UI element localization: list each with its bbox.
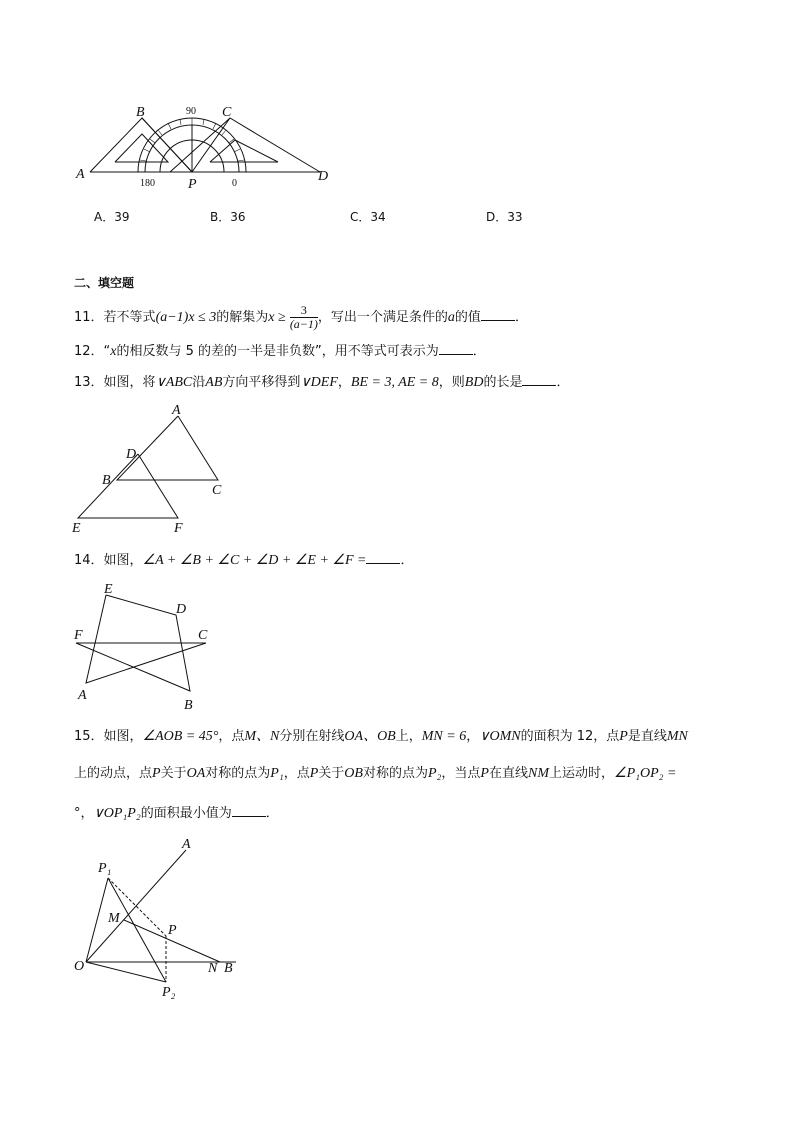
label-180: 180: [140, 178, 155, 189]
option-d: D．33: [486, 210, 523, 224]
question-11: 11．若不等式(a−1)x ≤ 3的解集为x ≥ $\frac{3}{(a-1)}$ ，写出一个满足条件的a的值 ．: [74, 303, 528, 331]
label-E: E: [72, 521, 81, 536]
section-title: 二、填空题: [74, 276, 135, 290]
question-12: 12．“x的相反数与 5 的差的一半是非负数”，用不等式可表示为 ．: [74, 344, 486, 359]
question-15-line-3: °，∨OP₁P₂的面积最小值为 ．: [74, 806, 279, 821]
option-c: C．34: [350, 210, 386, 224]
answer-blank[interactable]: [439, 342, 473, 355]
label-C: C: [212, 483, 222, 498]
label-F: F: [74, 628, 83, 643]
star-figure: [70, 575, 220, 715]
protractor-figure: [70, 100, 340, 195]
label-O: O: [74, 959, 85, 974]
label-B: B: [184, 698, 193, 713]
label-A: A: [78, 688, 87, 703]
option-a: A．39: [94, 210, 130, 224]
label-M: M: [108, 911, 120, 926]
label-P2: P₂: [162, 985, 176, 1000]
answer-blank[interactable]: [366, 551, 400, 564]
label-A: A: [182, 837, 191, 852]
label-B: B: [136, 105, 145, 120]
label-A: A: [76, 167, 85, 182]
label-D: D: [318, 169, 329, 184]
label-C: C: [198, 628, 208, 643]
translation-figure: [70, 400, 240, 540]
fraction: $\frac{3}{(a-1)}$: [289, 303, 318, 331]
label-B: B: [224, 961, 233, 976]
answer-blank[interactable]: [481, 308, 515, 321]
answer-blank[interactable]: [522, 373, 556, 386]
option-b: B．36: [210, 210, 246, 224]
question-13: 13．如图，将∨ABC沿AB方向平移得到∨DEF，BE = 3, AE = 8，则BD的长是 ．: [74, 375, 570, 390]
label-D: D: [176, 602, 187, 617]
label-N: N: [208, 961, 218, 976]
label-B: B: [102, 473, 111, 488]
label-P: P: [168, 923, 177, 938]
question-15-line-1: 15．如图，∠AOB = 45°，点M、N分别在射线OA、OB上，MN = 6，∨OMN的面积为 12，点P是直线MN: [74, 729, 688, 744]
answer-blank[interactable]: [232, 804, 266, 817]
label-C: C: [222, 105, 232, 120]
label-0: 0: [232, 178, 237, 189]
label-P: P: [188, 177, 197, 192]
label-90: 90: [186, 106, 196, 117]
question-14: 14．如图，∠A + ∠B + ∠C + ∠D + ∠E + ∠F = ．: [74, 553, 414, 568]
label-E: E: [104, 582, 113, 597]
reflection-figure: [70, 836, 250, 1001]
label-F: F: [174, 521, 183, 536]
label-D: D: [126, 447, 137, 462]
label-P1: P₁: [98, 861, 112, 876]
label-A: A: [172, 403, 181, 418]
question-15-line-2: 上的动点，点P关于OA对称的点为P₁，点P关于OB对称的点为P₂，当点P在直线NM上运动时，∠P₁OP₂ =: [74, 766, 677, 781]
